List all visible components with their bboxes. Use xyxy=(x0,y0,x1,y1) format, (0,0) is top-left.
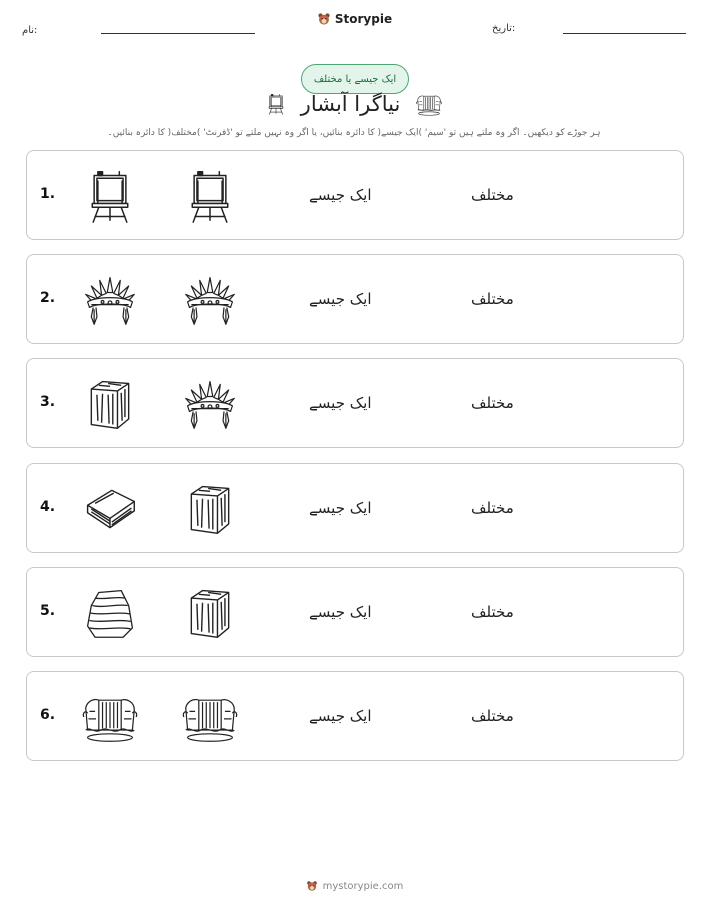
same-option[interactable]: ایک جیسے xyxy=(309,290,372,308)
exercise-row xyxy=(26,254,684,344)
same-option[interactable]: ایک جیسے xyxy=(309,603,372,621)
same-option[interactable]: ایک جیسے xyxy=(309,186,372,204)
different-option[interactable]: مختلف xyxy=(471,707,514,725)
brand xyxy=(0,12,709,26)
exercise-row xyxy=(26,358,684,448)
name-line[interactable] xyxy=(101,33,255,34)
row-number: 2. xyxy=(40,290,56,306)
book-icon xyxy=(81,481,139,537)
headdress-icon xyxy=(181,272,239,328)
footer-url: mystorypie.com xyxy=(322,880,404,892)
name-label: نام: xyxy=(22,25,38,36)
rock-cube-icon xyxy=(181,481,239,537)
headdress-icon xyxy=(81,272,139,328)
same-option[interactable]: ایک جیسے xyxy=(309,707,372,725)
date-label: تاریخ: xyxy=(492,23,516,34)
waterfall-icon xyxy=(81,689,139,745)
waterfall-icon xyxy=(181,689,239,745)
row-number: 3. xyxy=(40,394,56,410)
row-number: 5. xyxy=(40,603,56,619)
different-option[interactable]: مختلف xyxy=(471,394,514,412)
instructions: ہر جوڑے کو دیکھیں۔ اگر وہ ملتے ہیں تو 'سیم' )ایک جیسے( کا دائرہ بنائیں، یا اگر وہ نہیں ملتے تو 'ڈفرنٹ' )مختلف( کا دائرہ بنائیں۔ xyxy=(107,128,601,138)
exercise-row xyxy=(26,671,684,761)
different-option[interactable]: مختلف xyxy=(471,603,514,621)
page-title: نیاگرا آبشار xyxy=(300,92,401,116)
rock-cube-icon xyxy=(81,376,139,432)
row-number: 1. xyxy=(40,186,56,202)
same-option[interactable]: ایک جیسے xyxy=(309,499,372,517)
choice-pill: ایک جیسے یا مختلف xyxy=(301,64,409,94)
waterfall-icon xyxy=(414,91,444,117)
headdress-icon xyxy=(181,376,239,432)
rock-pile-icon xyxy=(81,585,139,641)
exercise-row xyxy=(26,567,684,657)
row-number: 6. xyxy=(40,707,56,723)
footer xyxy=(0,880,709,892)
easel-icon xyxy=(181,168,239,224)
rock-cube-icon xyxy=(181,585,239,641)
easel-icon xyxy=(265,90,287,118)
easel-icon xyxy=(81,168,139,224)
exercise-row xyxy=(26,150,684,240)
date-line[interactable] xyxy=(563,33,686,34)
different-option[interactable]: مختلف xyxy=(471,186,514,204)
different-option[interactable]: مختلف xyxy=(471,499,514,517)
same-option[interactable]: ایک جیسے xyxy=(309,394,372,412)
brand-name: Storypie xyxy=(334,12,393,26)
different-option[interactable]: مختلف xyxy=(471,290,514,308)
row-number: 4. xyxy=(40,499,56,515)
storypie-footer-icon xyxy=(306,880,318,892)
storypie-logo-icon xyxy=(317,12,331,26)
exercise-row xyxy=(26,463,684,553)
title-row xyxy=(0,90,709,118)
